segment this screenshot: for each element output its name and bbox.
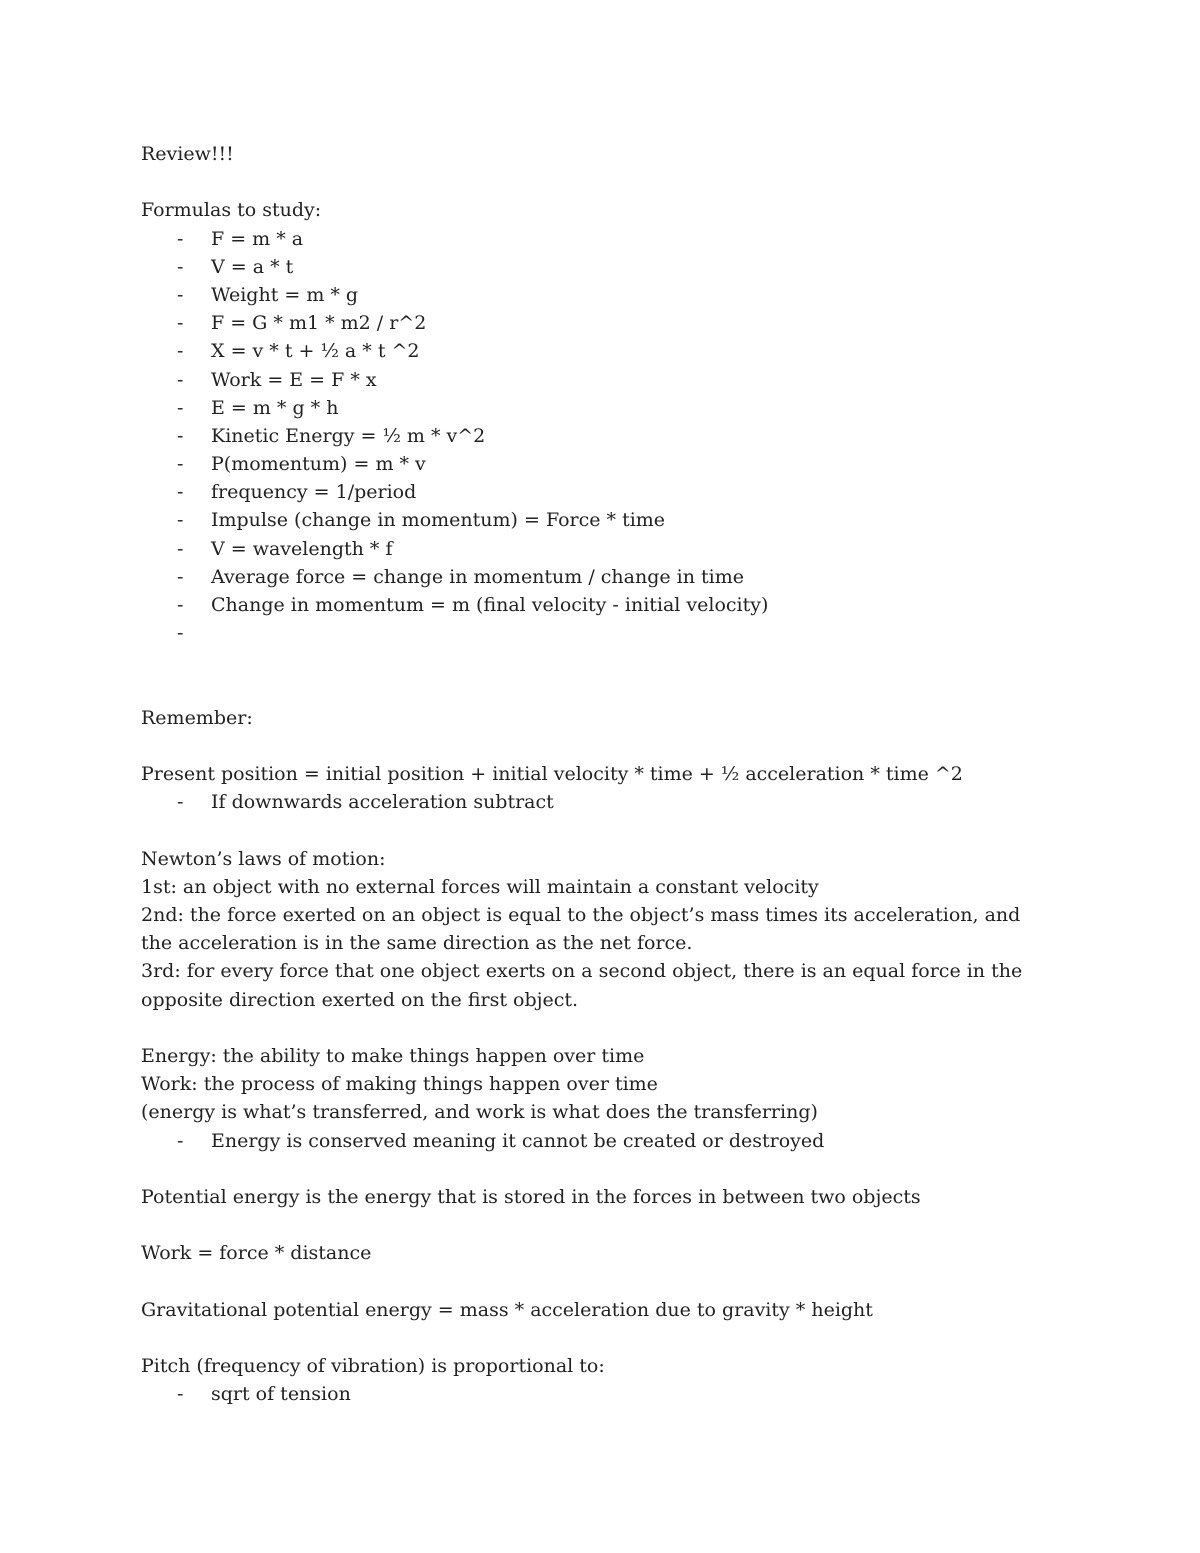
bullet-dash: - bbox=[177, 481, 184, 504]
formula-item bbox=[141, 478, 1081, 506]
work-definition: Work: the process of making things happen over time bbox=[141, 1073, 658, 1096]
bullet-dash: - bbox=[177, 424, 184, 447]
spacer bbox=[141, 1268, 1081, 1296]
formula-text: X = v * t + ½ a * t ^2 bbox=[211, 340, 420, 363]
newton-first-law: 1st: an object with no external forces will maintain a constant velocity bbox=[141, 875, 819, 898]
formula-text: frequency = 1/period bbox=[211, 481, 417, 504]
potential-energy-note: Potential energy is the energy that is stored in the forces in between two objects bbox=[141, 1186, 921, 1209]
bullet-dash: - bbox=[177, 453, 184, 476]
bullet-dash: - bbox=[177, 791, 184, 814]
spacer bbox=[141, 1324, 1081, 1352]
formula-text: Average force = change in momentum / change in time bbox=[211, 565, 745, 588]
spacer bbox=[141, 817, 1081, 845]
conserved-note-text: Energy is conserved meaning it cannot be created or destroyed bbox=[211, 1129, 825, 1152]
spacer bbox=[141, 676, 1081, 704]
formulas-heading: Formulas to study: bbox=[141, 199, 322, 222]
work-formula: Work = force * distance bbox=[141, 1242, 372, 1265]
formula-text: V = wavelength * f bbox=[211, 537, 393, 560]
formula-item bbox=[141, 563, 1081, 591]
bullet-dash: - bbox=[177, 622, 184, 645]
bullet-dash: - bbox=[177, 565, 184, 588]
formula-text: Change in momentum = m (final velocity - initial velocity) bbox=[211, 594, 769, 616]
bullet-dash: - bbox=[177, 594, 184, 616]
bullet-dash: - bbox=[177, 227, 184, 250]
formula-item bbox=[141, 506, 1081, 534]
formula-text: Weight = m * g bbox=[211, 283, 359, 306]
bullet-dash: - bbox=[177, 537, 184, 560]
formula-item bbox=[141, 366, 1081, 394]
bullet-dash: - bbox=[177, 396, 184, 419]
transfer-note: (energy is what’s transferred, and work is what does the transferring) bbox=[141, 1101, 818, 1124]
formula-item bbox=[141, 422, 1081, 450]
conserved-note bbox=[141, 1127, 1081, 1155]
formula-text: Impulse (change in momentum) = Force * time bbox=[211, 509, 666, 532]
formula-item-empty bbox=[141, 619, 1081, 647]
formula-item bbox=[141, 591, 1081, 619]
formula-item bbox=[141, 337, 1081, 365]
formula-text: Kinetic Energy = ½ m * v^2 bbox=[211, 424, 486, 447]
formula-item bbox=[141, 225, 1081, 253]
formula-text: E = m * g * h bbox=[211, 396, 339, 419]
bullet-dash: - bbox=[177, 1129, 184, 1152]
formula-text: Work = E = F * x bbox=[211, 368, 377, 391]
formula-item bbox=[141, 281, 1081, 309]
spacer bbox=[141, 168, 1081, 196]
formula-item bbox=[141, 535, 1081, 563]
formula-text: V = a * t bbox=[211, 255, 294, 278]
bullet-dash: - bbox=[177, 340, 184, 363]
spacer bbox=[141, 647, 1081, 675]
document-page bbox=[141, 140, 1081, 1409]
position-note-text: If downwards acceleration subtract bbox=[211, 791, 554, 814]
position-formula: Present position = initial position + initial velocity * time + ½ acceleration * time ^2 bbox=[141, 763, 963, 786]
bullet-dash: - bbox=[177, 312, 184, 335]
gravitational-formula: Gravitational potential energy = mass * acceleration due to gravity * height bbox=[141, 1298, 873, 1321]
formula-item bbox=[141, 309, 1081, 337]
formula-text: F = m * a bbox=[211, 227, 304, 250]
bullet-dash: - bbox=[177, 255, 184, 278]
page-title: Review!!! bbox=[141, 143, 234, 165]
spacer bbox=[141, 732, 1081, 760]
formulas-list bbox=[141, 225, 1081, 648]
pitch-item bbox=[141, 1380, 1081, 1408]
energy-definition: Energy: the ability to make things happen over time bbox=[141, 1045, 645, 1068]
bullet-dash: - bbox=[177, 368, 184, 391]
bullet-dash: - bbox=[177, 509, 184, 532]
bullet-dash: - bbox=[177, 283, 184, 306]
newton-third-law: 3rd: for every force that one object exerts on a second object, there is an equal force in the opposite direction exerted on the first object. bbox=[141, 960, 1023, 1011]
formula-text: P(momentum) = m * v bbox=[211, 453, 426, 476]
position-note bbox=[141, 788, 1081, 816]
newton-heading: Newton’s laws of motion: bbox=[141, 847, 386, 870]
spacer bbox=[141, 1155, 1081, 1183]
pitch-heading: Pitch (frequency of vibration) is proportional to: bbox=[141, 1355, 605, 1378]
formula-text: F = G * m1 * m2 / r^2 bbox=[211, 312, 427, 335]
formula-item bbox=[141, 450, 1081, 478]
spacer bbox=[141, 1014, 1081, 1042]
pitch-item-text: sqrt of tension bbox=[211, 1383, 351, 1406]
remember-heading: Remember: bbox=[141, 706, 253, 729]
formula-item bbox=[141, 253, 1081, 281]
bullet-dash: - bbox=[177, 1383, 184, 1406]
formula-item bbox=[141, 394, 1081, 422]
newton-second-law: 2nd: the force exerted on an object is equal to the object’s mass times its acceleration, and the acceleration is in the same direction as the net force. bbox=[141, 904, 1021, 955]
spacer bbox=[141, 1211, 1081, 1239]
